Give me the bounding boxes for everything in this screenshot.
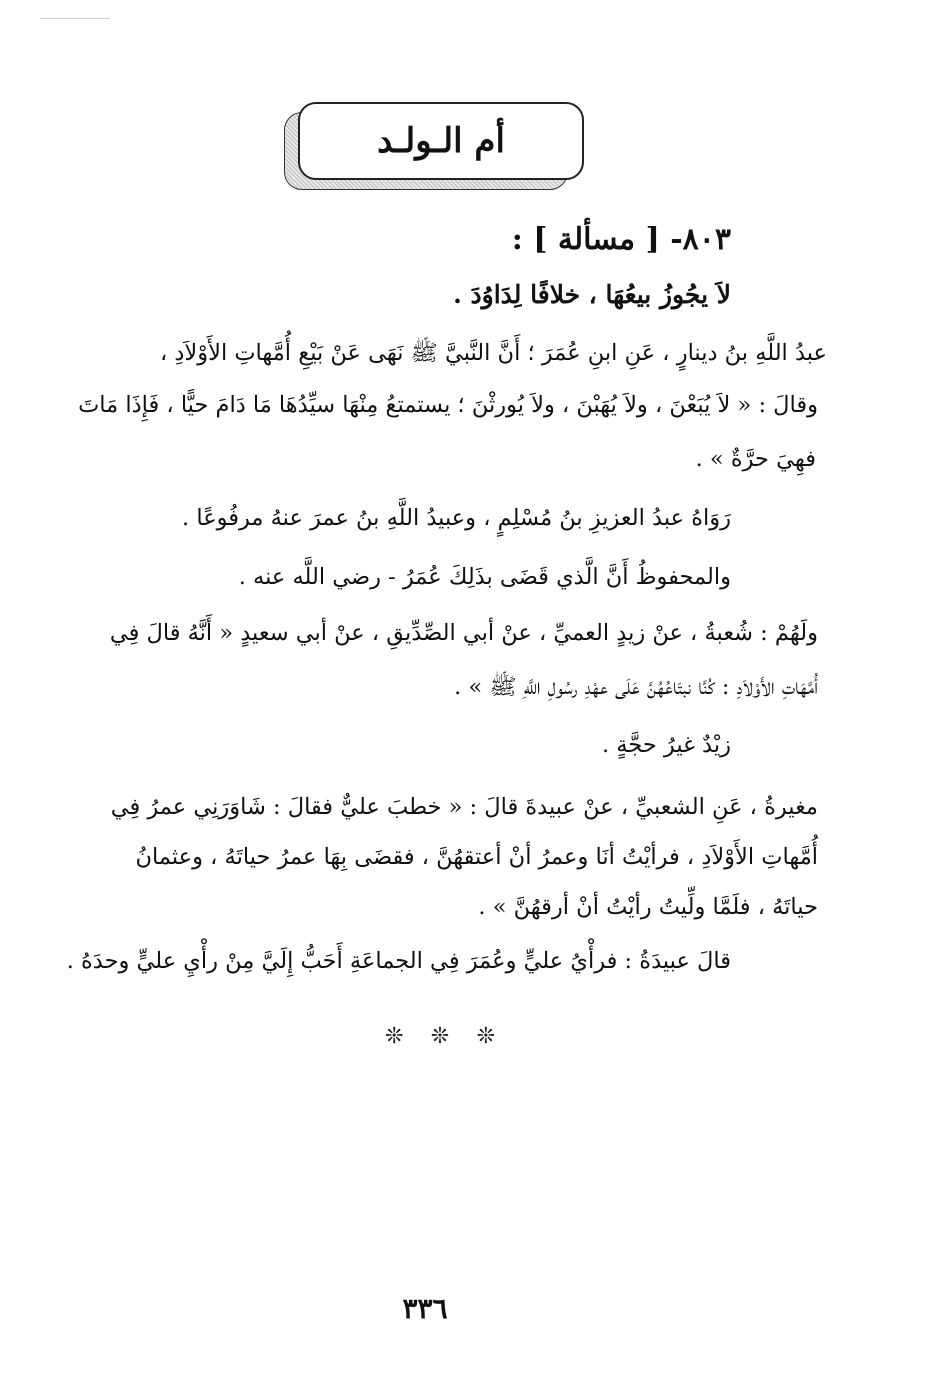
paragraph-line: قالَ عبيدَةُ : فرأْيُ عليٍّ وعُمَرَ فِي الجماعَةِ أَحَبُّ إِلَيَّ مِنْ رأْيِ عليٍّ وحدَهُ . bbox=[66, 948, 731, 974]
section-separator bbox=[385, 1024, 495, 1049]
issue-heading: ٨٠٣- [ مسألة ] : bbox=[511, 222, 731, 257]
paragraph-line: رَوَاهُ عبدُ العزيزِ بنُ مُسْلِمٍ ، وعبيدُ اللَّهِ بنُ عمرَ عنهُ مرفُوعًا . bbox=[182, 505, 731, 531]
separator-star-icon: ❊ bbox=[385, 1024, 404, 1049]
paragraph-line: زيْدٌ غيرُ حجَّةٍ . bbox=[601, 732, 731, 758]
paragraph-line: أُمَّهاتِ الأَوْلاَدِ ، فرأيْتُ أنَا وعمرُ أنْ أعتقهُنَّ ، فقضَى بِهَا عمرُ حياتَهُ ، وعثمانُ bbox=[135, 844, 818, 870]
paragraph-line: مغيرةُ ، عَنِ الشعبيِّ ، عنْ عبيدةَ قالَ : « خطبَ عليٌّ فقالَ : شَاوَرَنِي عمرُ فِي bbox=[110, 794, 818, 820]
paragraph-line: عبدُ اللَّهِ بنُ دينارٍ ، عَنِ ابنِ عُمَرَ ؛ أَنَّ النَّبيَّ ﷺ نَهَى عَنْ بَيْعِ أُمَّهاتِ الأَوْلاَدِ ، bbox=[159, 340, 827, 366]
ruling-statement: لاَ يجُوزُ بيعُهَا ، خلافًا لِدَاوُدَ . bbox=[453, 280, 731, 309]
separator-star-icon: ❊ bbox=[476, 1024, 495, 1049]
paragraph-line: وقالَ : « لاَ يُبَعْنَ ، ولاَ يُهَبْنَ ، ولاَ يُورثْنَ ؛ يستمتعُ مِنْهَا سيِّدُهَا مَا دَامَ حيًّا ، فَإِذَا مَاتَ bbox=[78, 392, 818, 418]
chapter-title-frame bbox=[284, 102, 582, 190]
page-number: ٣٣٦ bbox=[402, 1292, 448, 1325]
separator-star-icon: ❊ bbox=[430, 1024, 450, 1049]
paragraph-line: فهِيَ حرَّةٌ » . bbox=[695, 446, 816, 472]
chapter-title: أم الـولـد bbox=[377, 121, 505, 161]
scan-edge-mark bbox=[40, 18, 110, 19]
paragraph-line: أُمَّهَاتِ الأَوْلاَدِ : كُنَّا نبتَاعُهُنَّ عَلَى عهْدِ رسُولِ اللَّهِ ﷺ » . bbox=[454, 674, 818, 700]
paragraph-line: حياتَهُ ، فلَمَّا ولِّيتُ رأيْتُ أنْ أرقهُنَّ » . bbox=[478, 894, 818, 920]
paragraph-line: والمحفوظُ أَنَّ الَّذي قَضَى بذَلِكَ عُمَرُ - رضي اللَّه عنه . bbox=[238, 564, 731, 590]
title-box bbox=[298, 102, 584, 180]
paragraph-line: ولَهُمْ : شُعبةُ ، عنْ زيدٍ العميِّ ، عنْ أبي الصِّدِّيقِ ، عنْ أبي سعيدٍ « أَنَّهُ قالَ فِي bbox=[109, 620, 818, 646]
